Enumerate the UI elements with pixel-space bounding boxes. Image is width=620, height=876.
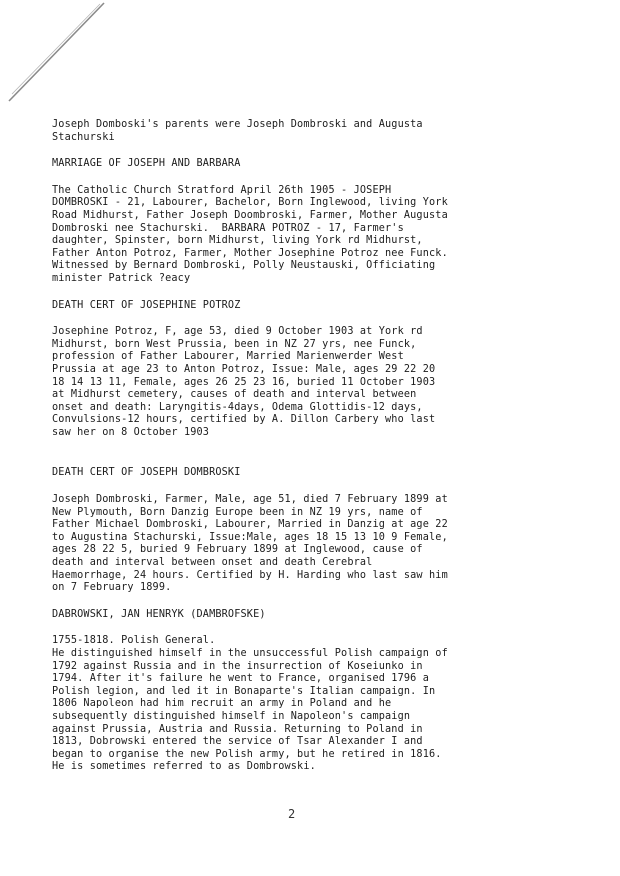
section-heading-joseph-death: DEATH CERT OF JOSEPH DOMBROSKI: [52, 467, 241, 479]
section-heading-josephine-death: DEATH CERT OF JOSEPHINE POTROZ: [52, 299, 241, 311]
section-body-josephine-death: Josephine Potroz, F, age 53, died 9 October 1903 at York rd Midhurst, born West Prussia, been in NZ 27 yrs, nee Funck, profession of Father Labourer, Married Marienwerder West Prussia at age 23 to Anton Potroz, Issue: Male, ages 29 22 20 18 14 13 11, Female, ages 26 25 23 16, buried 11 October 1903 at Midhurst cemetery, causes of death and interval between onset and death: Laryngitis-4days, Odema Glottidis-12 days, Convulsions-12 hours, certified by A. Dillon Carbery who last saw her on 8 October 1903: [52, 326, 436, 438]
scan-edge-mark: [0, 0, 110, 110]
section-body-marriage: The Catholic Church Stratford April 26th 1905 - JOSEPH DOMBROSKI - 21, Labourer, Bachelor, Born Inglewood, living York Road Midhurst, Father Joseph Doombroski, Farmer, Mother Augusta Dombroski nee Stachurski. BARBARA POTROZ - 17, Farmer's daughter, Spinster, born Midhurst, living York rd Midhurst, Father Anton Potroz, Farmer, Mother Josephine Potroz nee Funck. Witnessed by Bernard Dombroski, Polly Neustauski, Officiating minister Patrick ?eacy: [52, 184, 448, 284]
page-number: 2: [288, 807, 296, 821]
document-page: [52, 119, 542, 774]
intro-paragraph: Joseph Domboski's parents were Joseph Dombroski and Augusta Stachurski: [52, 119, 423, 143]
section-heading-dabrowski: DABROWSKI, JAN HENRYK (DAMBROFSKE): [52, 608, 266, 620]
section-body-dabrowski: 1755-1818. Polish General. He distinguished himself in the unsuccessful Polish campaign of 1792 against Russia and in the insurrection of Koseiunko in 1794. After it's failure he went to France, organised 1796 a Polish legion, and led it in Bonaparte's Italian campaign. In 1806 Napoleon had him recruit an army in Poland and he subsequently distinguished himself in Napoleon's campaign against Prussia, Austria and Russia. Returning to Poland in 1813, Dobrowski entered the service of Tsar Alexander I and began to organise the new Polish army, but he retired in 1816. He is sometimes referred to as Dombrowski.: [52, 635, 448, 773]
section-heading-marriage: MARRIAGE OF JOSEPH AND BARBARA: [52, 158, 241, 170]
section-body-joseph-death: Joseph Dombroski, Farmer, Male, age 51, died 7 February 1899 at New Plymouth, Born Danzig Europe been in NZ 19 yrs, name of Father Michael Dombroski, Labourer, Married in Danzig at age 22 to Augustina Stachurski, Issue:Male, ages 18 15 13 10 9 Female, ages 28 22 5, buried 9 February 1899 at Inglewood, cause of death and interval between onset and death Cerebral Haemorrhage, 24 hours. Certified by H. Harding who last saw him on 7 February 1899.: [52, 494, 448, 594]
